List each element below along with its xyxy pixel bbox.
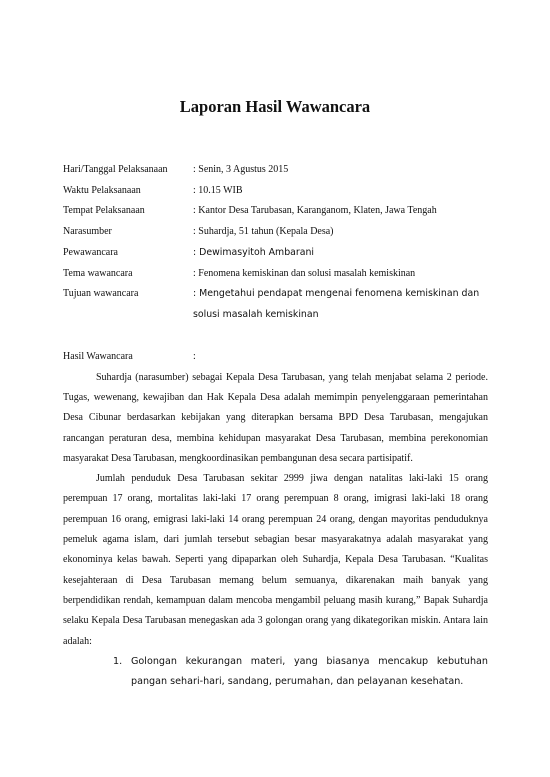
interview-info bbox=[63, 160, 493, 326]
info-label: Tujuan wawancara bbox=[63, 288, 139, 300]
info-value: : 10.15 WIB bbox=[193, 184, 243, 196]
paragraph: Suhardja (narasumber) sebagai Kepala Desa Tarubasan, yang telah menjabat selama 2 periode. Tugas, wewenang, kewajiban dan Hak Kepala Desa adalah memimpin penyelenggaraan pemerintahan Desa Cibunar berdasarkan kebijakan yang diterapkan bersama BPD Desa Tarubasan, mengajukan rancangan peraturan desa, membina kehidupan masyarakat Desa Tarubasan, membina perekonomian masyarakat Desa Tarubasan, mengkoordinasikan pembangunan desa secara partisipatif. bbox=[63, 371, 488, 464]
info-label: Narasumber bbox=[63, 226, 112, 238]
results-label: Hasil Wawancara bbox=[63, 351, 133, 362]
info-row-source bbox=[63, 222, 493, 243]
info-row-time bbox=[63, 181, 493, 202]
list-item bbox=[113, 652, 488, 692]
info-label: Waktu Pelaksanaan bbox=[63, 184, 141, 196]
info-label: Tempat Pelaksanaan bbox=[63, 205, 145, 217]
info-row-interviewer bbox=[63, 243, 493, 264]
info-value: : Senin, 3 Agustus 2015 bbox=[193, 164, 289, 175]
info-label: Tema wawancara bbox=[63, 267, 133, 279]
info-row-place bbox=[63, 201, 493, 222]
document-body bbox=[63, 347, 488, 692]
numbered-list bbox=[63, 652, 488, 692]
info-label: Pewawancara bbox=[63, 246, 118, 258]
paragraph: Jumlah penduduk Desa Tarubasan sekitar 2999 jiwa dengan natalitas laki-laki 15 orang perempuan 17 orang, mortalitas laki-laki 17 orang perempuan 8 orang, imigrasi laki-laki 18 orang perempuan 16 orang, emigrasi laki-laki 14 orang perempuan 24 orang, dengan mayoritas penduduknya pemeluk agama islam, dari jumlah tersebut sebagian besar masyarakatnya adalah masyarakat yang ekonominya kelas bawah. Seperti yang dipaparkan oleh Suhardja, Kepala Desa Tarubasan. “Kualitas kesejahteraan di Desa Tarubasan memang belum semuanya, dikarenakan maih banyak yang berpendidikan rendah, kemampuan dalam mencoba mengambil peluang masih kurang,” Bapak Suhardja selaku Kepala Desa Tarubasan menegaskan ada 3 golongan orang yang dikategorikan miskin. Antara lain adalah: bbox=[63, 473, 488, 647]
info-row-date bbox=[63, 160, 493, 181]
results-heading bbox=[63, 347, 488, 368]
info-value: : Suhardja, 51 tahun (Kepala Desa) bbox=[193, 226, 334, 238]
info-value: : Fenomena kemiskinan dan solusi masalah kemiskinan bbox=[193, 267, 416, 279]
document-title: Laporan Hasil Wawancara bbox=[179, 97, 371, 116]
info-row-purpose bbox=[63, 284, 493, 325]
info-label: Hari/Tanggal Pelaksanaan bbox=[63, 164, 168, 175]
info-value: : Mengetahui pendapat mengenai fenomena kemiskinan dan solusi masalah kemiskinan bbox=[193, 288, 480, 320]
info-row-theme bbox=[63, 264, 493, 285]
results-colon: : bbox=[193, 351, 196, 362]
info-value: : Kantor Desa Tarubasan, Karanganom, Klaten, Jawa Tengah bbox=[193, 205, 437, 217]
list-number: 1. bbox=[113, 655, 123, 667]
list-text: Golongan kekurangan materi, yang biasanya mencakup kebutuhan pangan sehari-hari, sandang, perumahan, dan pelayanan kesehatan. bbox=[131, 655, 488, 687]
info-value: : Dewimasyitoh Ambarani bbox=[193, 246, 315, 258]
